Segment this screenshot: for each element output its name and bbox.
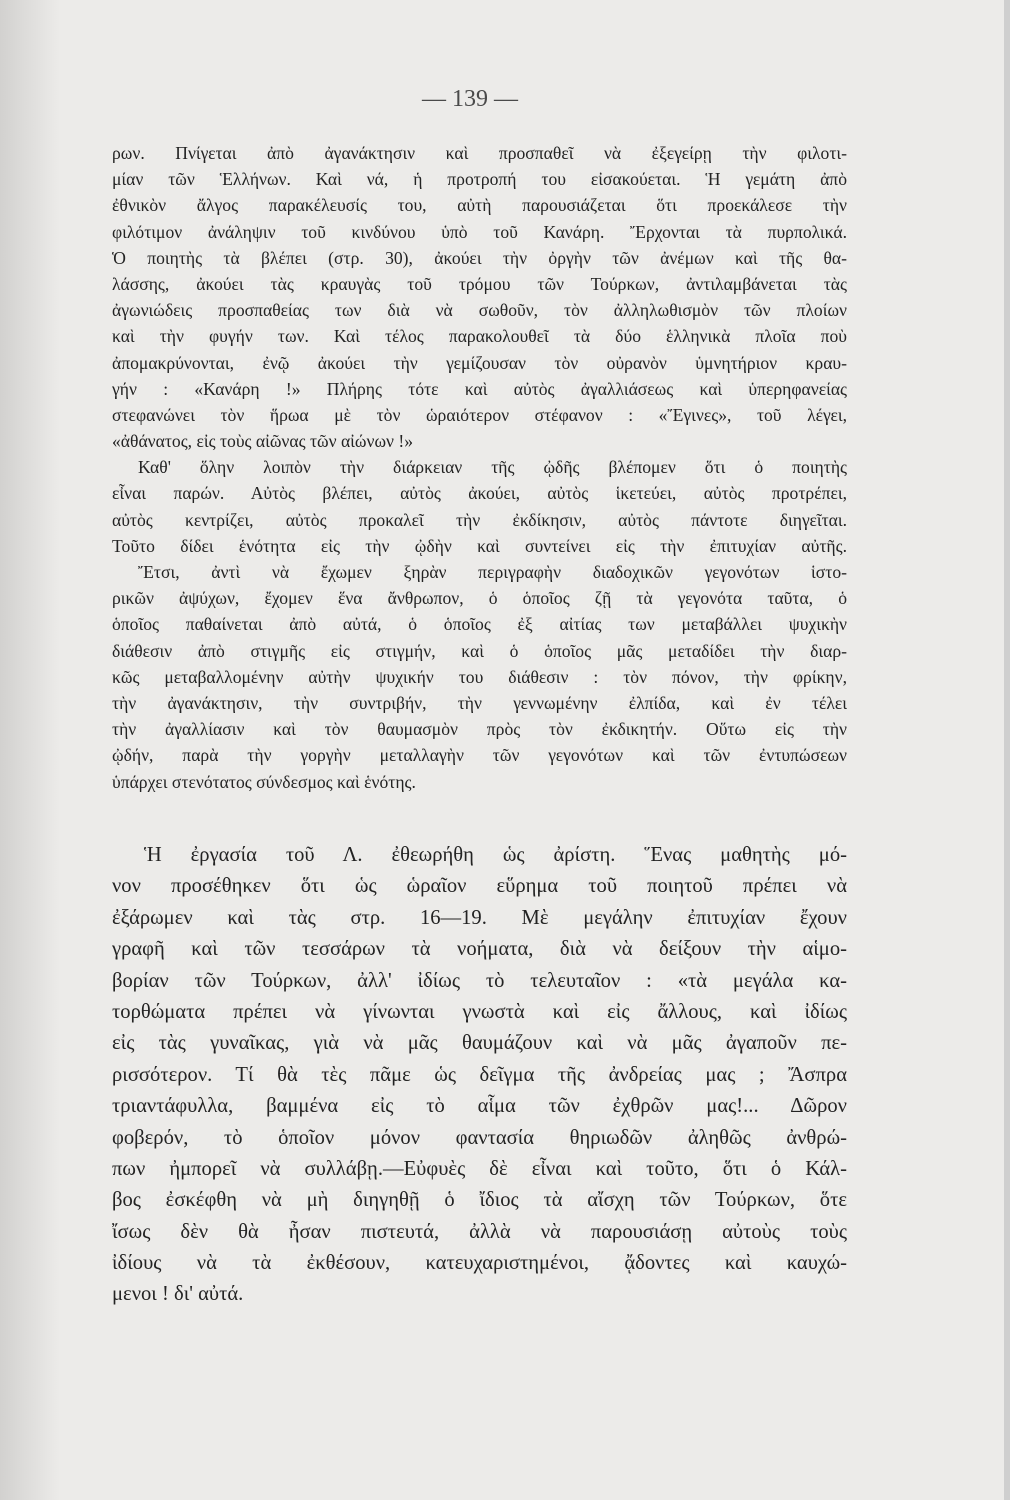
text-line: Καθ' ὅλην λοιπὸν τὴν διάρκειαν τῆς ᾠδῆς βλέπομεν ὅτι ὁ ποιητὴς bbox=[138, 457, 847, 478]
text-line: εἰς τὰς γυναῖκας, γιὰ νὰ μᾶς θαυμάζουν καὶ νὰ μᾶς ἀγαποῦν πε- bbox=[112, 1032, 847, 1055]
text-line: ὑπάρχει στενότατος σύνδεσμος καὶ ἑνότης. bbox=[112, 771, 416, 792]
text-line: στεφανώνει τὸν ἥρωα μὲ τὸν ὡραιότερον στέφανον : «Ἔγινες», τοῦ λέγει, bbox=[112, 404, 847, 425]
text-line: διάθεσιν ἀπὸ στιγμῆς εἰς στιγμήν, καὶ ὁ ὁποῖος μᾶς μεταδίδει τὴν διαρ- bbox=[112, 640, 847, 661]
text-line: καὶ τὴν φυγήν των. Καὶ τέλος παρακολουθεῖ τὰ δύο ἑλληνικὰ πλοῖα ποὺ bbox=[112, 326, 847, 347]
text-line: αὐτὸς κεντρίζει, αὐτὸς προκαλεῖ τὴν ἐκδίκησιν, αὐτὸς πάντοτε διηγεῖται. bbox=[112, 509, 847, 530]
text-line: Ὁ ποιητὴς τὰ βλέπει (στρ. 30), ἀκούει τὴν ὀργὴν τῶν ἀνέμων καὶ τῆς θα- bbox=[112, 247, 847, 268]
text-line: ὁποῖος παθαίνεται ἀπὸ αὐτά, ὁ ὁποῖος ἐξ αἰτίας των μεταβάλλει ψυχικὴν bbox=[112, 614, 847, 635]
text-line: τορθώματα πρέπει νὰ γίνωνται γνωστὰ καὶ εἰς ἄλλους, καὶ ἰδίως bbox=[112, 1000, 847, 1023]
text-line: τριαντάφυλλα, βαμμένα εἰς τὸ αἷμα τῶν ἐχθρῶν μας!... Δῶρον bbox=[112, 1095, 847, 1118]
text-line: λάσσης, ἀκούει τὰς κραυγὰς τοῦ τρόμου τῶν Τούρκων, ἀντιλαμβάνεται τὰς bbox=[112, 273, 847, 294]
text-line: ἐθνικὸν ἄλγος παρακέλευσίς του, αὐτὴ παρουσιάζεται ὅτι προεκάλεσε τὴν bbox=[112, 195, 847, 216]
text-line: ρων. Πνίγεται ἀπὸ ἀγανάκτησιν καὶ προσπαθεῖ νὰ ἐξεγείρῃ τὴν φιλοτι- bbox=[112, 143, 847, 163]
text-line: γραφῆ καὶ τῶν τεσσάρων τὰ νοήματα, διὰ νὰ δείξουν τὴν αἱμο- bbox=[112, 938, 847, 961]
text-line: εἶναι παρών. Αὐτὸς βλέπει, αὐτὸς ἀκούει, αὐτὸς ἱκετεύει, αὐτὸς προτρέπει, bbox=[112, 483, 847, 504]
text-line: μίαν τῶν Ἑλλήνων. Καὶ νά, ἡ προτροπή του εἰσακούεται. Ἡ γεμάτη ἀπὸ bbox=[112, 169, 847, 190]
text-line: ἀπομακρύνονται, ἐνῷ ἀκούει τὴν γεμίζουσαν τὸν οὐρανὸν ὑμνητήριον κραυ- bbox=[112, 352, 847, 373]
text-line: νον προσέθηκεν ὅτι ὡς ὡραῖον εὕρημα τοῦ ποιητοῦ πρέπει νὰ bbox=[112, 875, 847, 898]
page-binding-shadow bbox=[0, 0, 60, 1500]
text-line: γήν : «Κανάρη !» Πλήρης τότε καὶ αὐτὸς ἀγαλλιάσεως καὶ ὑπερηφανείας bbox=[112, 378, 847, 399]
text-line: πων ἠμπορεῖ νὰ συλλάβῃ.—Εὐφυὲς δὲ εἶναι καὶ τοῦτο, ὅτι ὁ Κάλ- bbox=[112, 1157, 847, 1180]
text-line: μενοι ! δι' αὐτά. bbox=[112, 1283, 244, 1306]
page-number: — 139 — bbox=[422, 86, 518, 112]
text-line: ἴσως δὲν θὰ ἦσαν πιστευτά, ἀλλὰ νὰ παρουσιάσῃ αὐτοὺς τοὺς bbox=[112, 1220, 847, 1243]
text-line: φιλότιμον ἀνάληψιν τοῦ κινδύνου ὑπὸ τοῦ Κανάρη. Ἔρχονται τὰ πυρπολικά. bbox=[112, 221, 847, 242]
text-line: «ἀθάνατος, εἰς τοὺς αἰῶνας τῶν αἰώνων !» bbox=[112, 431, 414, 452]
text-line: τὴν ἀγαλλίασιν καὶ τὸν θαυμασμὸν πρὸς τὸν ἐκδικητήν. Οὕτω εἰς τὴν bbox=[112, 719, 847, 740]
text-line: ἐξάρωμεν καὶ τὰς στρ. 16—19. Μὲ μεγάλην ἐπιτυχίαν ἔχουν bbox=[112, 906, 847, 929]
text-line: βορίαν τῶν Τούρκων, ἀλλ' ἰδίως τὸ τελευταῖον : «τὰ μεγάλα κα- bbox=[112, 969, 847, 992]
teacher-comment-paragraph bbox=[112, 840, 847, 1311]
text-line: Τοῦτο δίδει ἑνότητα εἰς τὴν ᾠδὴν καὶ συντείνει εἰς τὴν ἐπιτυχίαν αὐτῆς. bbox=[112, 535, 847, 556]
analysis-paragraphs bbox=[112, 140, 847, 795]
text-line: φοβερόν, τὸ ὁποῖον μόνον φαντασία θηριωδῶν ἀληθῶς ἀνθρώ- bbox=[112, 1126, 847, 1149]
text-line: Ἡ ἐργασία τοῦ Λ. ἐθεωρήθη ὡς ἀρίστη. Ἕνας μαθητὴς μό- bbox=[144, 844, 847, 866]
text-line: βος ἐσκέφθη νὰ μὴ διηγηθῇ ὁ ἴδιος τὰ αἴσχη τῶν Τούρκων, ὅτε bbox=[112, 1189, 847, 1212]
text-line: ᾠδήν, παρὰ τὴν γοργὴν μεταλλαγὴν τῶν γεγονότων καὶ τῶν ἐντυπώσεων bbox=[112, 745, 847, 766]
text-line: ρικῶν ἀψύχων, ἔχομεν ἕνα ἄνθρωπον, ὁ ὁποῖος ζῇ τὰ γεγονότα ταῦτα, ὁ bbox=[112, 588, 847, 609]
text-line: Ἔτσι, ἀντὶ νὰ ἔχωμεν ξηρὰν περιγραφὴν διαδοχικῶν γεγονότων ἱστο- bbox=[138, 562, 847, 582]
text-line: ρισσότερον. Τί θὰ τὲς πᾶμε ὡς δεῖγμα τῆς ἀνδρείας μας ; Ἄσπρα bbox=[112, 1063, 847, 1086]
text-line: κῶς μεταβαλλομένην αὐτὴν ψυχικήν του διάθεσιν : τὸν πόνον, τὴν φρίκην, bbox=[112, 666, 847, 687]
text-line: τὴν ἀγανάκτησιν, τὴν συντριβήν, τὴν γεννωμένην ἐλπίδα, καὶ ἐν τέλει bbox=[112, 692, 847, 713]
text-line: ἀγωνιώδεις προσπαθείας των διὰ νὰ σωθοῦν, τὸν ἀλληλωθισμὸν τῶν πλοίων bbox=[112, 300, 847, 321]
text-line: ἰδίους νὰ τὰ ἐκθέσουν, κατευχαριστημένοι, ᾄδοντες καὶ καυχώ- bbox=[112, 1252, 847, 1275]
